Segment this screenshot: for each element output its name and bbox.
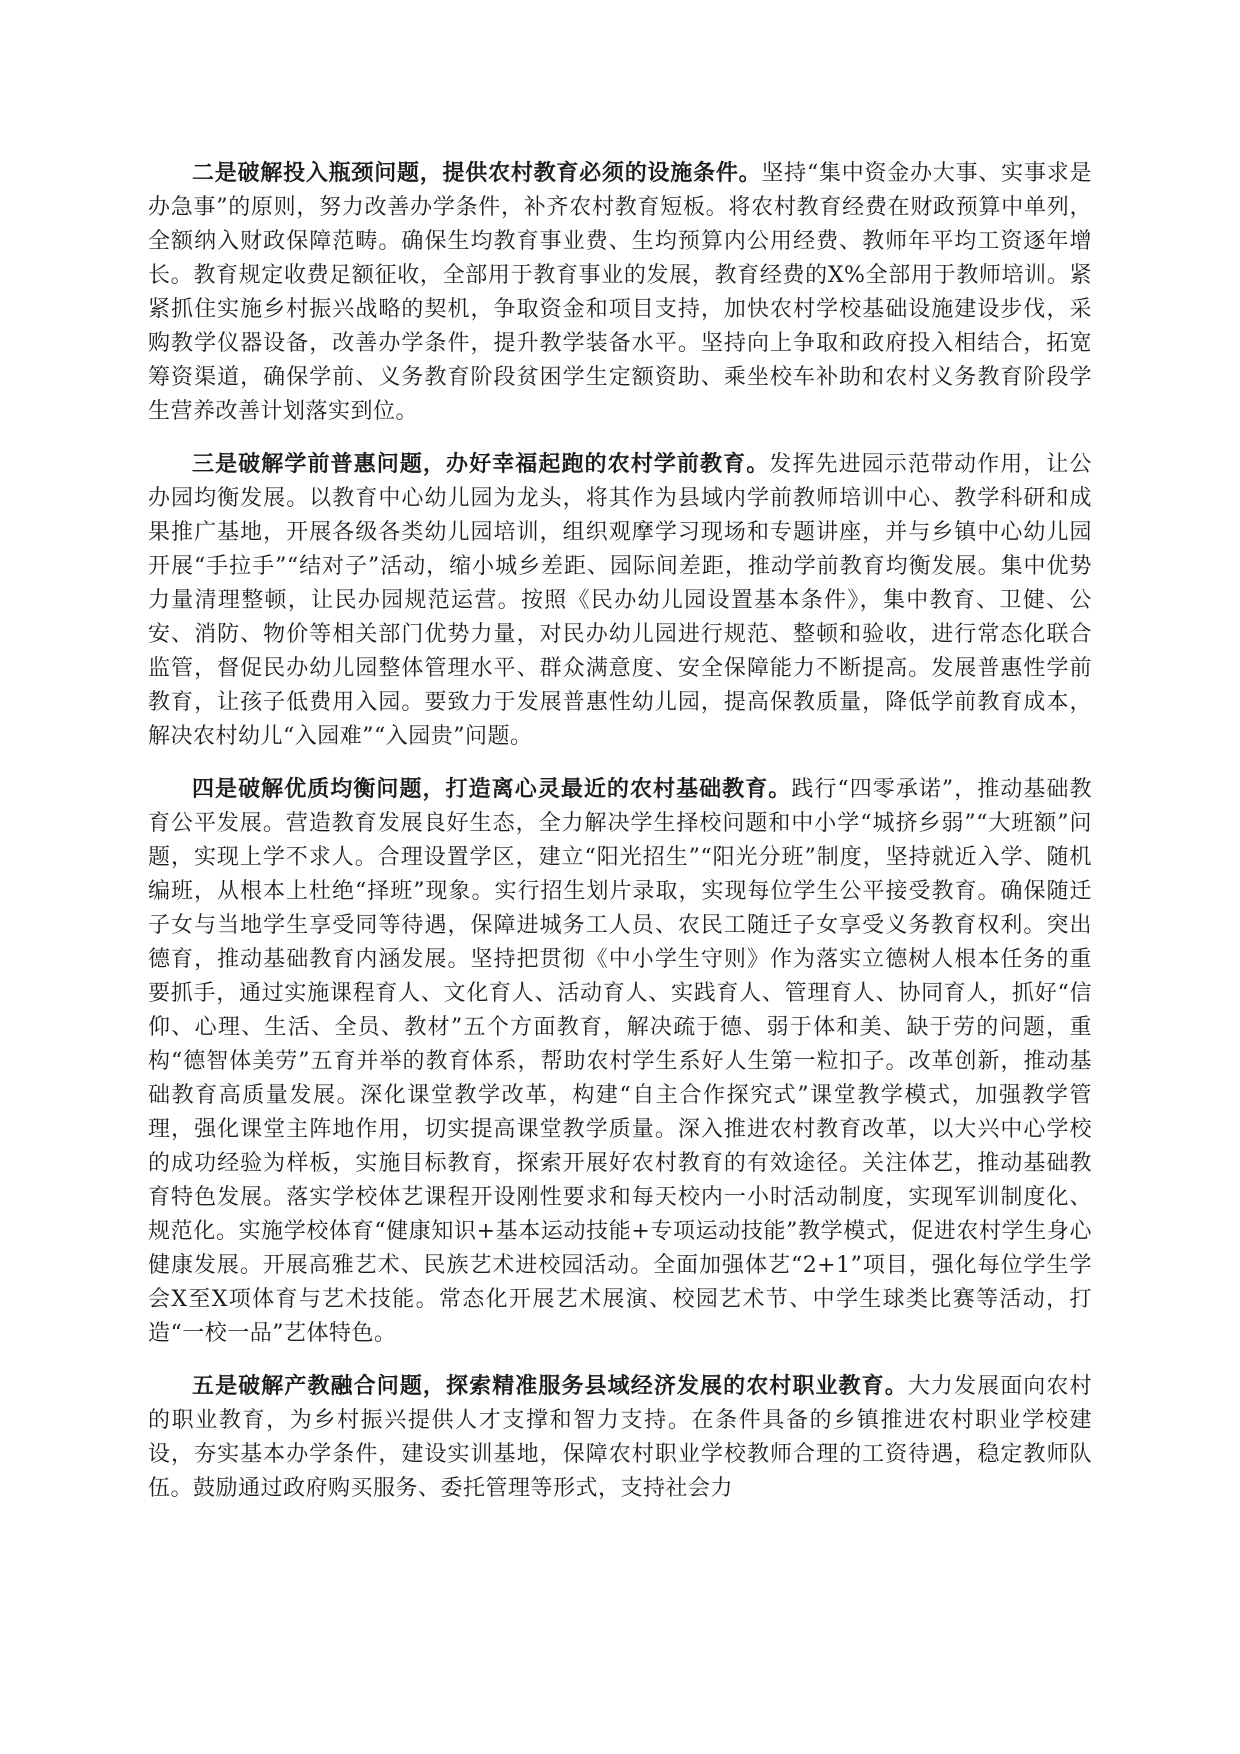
document-body: [148, 156, 1092, 1524]
paragraph-text: 践行“四零承诺”，推动基础教育公平发展。营造教育发展良好生态，全力解决学生择校问题和中小学“城挤乡弱”“大班额”问题，实现上学不求人。合理设置学区，建立“阳光招生”“阳光分班”制度，坚持就近入学、随机编班，从根本上杜绝“择班”现象。实行招生划片录取，实现每位学生公平接受教育。确保随迁子女与当地学生享受同等待遇，保障进城务工人员、农民工随迁子女享受义务教育权利。突出德育，推动基础教育内涵发展。坚持把贯彻《中小学生守则》作为落实立德树人根本任务的重要抓手，通过实施课程育人、文化育人、活动育人、实践育人、管理育人、协同育人，抓好“信仰、心理、生活、全员、教材”五个方面教育，解决疏于德、弱于体和美、缺于劳的问题，重构“德智体美劳”五育并举的教育体系，帮助农村学生系好人生第一粒扣子。改革创新，推动基础教育高质量发展。深化课堂教学改革，构建“自主合作探究式”课堂教学模式，加强教学管理，强化课堂主阵地作用，切实提高课堂教学质量。深入推进农村教育改革，以大兴中心学校的成功经验为样板，实施目标教育，探索开展好农村教育的有效途径。关注体艺，推动基础教育特色发展。落实学校体艺课程开设刚性要求和每天校内一小时活动制度，实现军训制度化、规范化。实施学校体育“健康知识+基本运动技能+专项运动技能”教学模式，促进农村学生身心健康发展。开展高雅艺术、民族艺术进校园活动。全面加强体艺“2+1”项目，强化每位学生学会X至X项体育与艺术技能。常态化开展艺术展演、校园艺术节、中学生球类比赛等活动，打造“一校一品”艺体特色。: [148, 777, 1092, 1346]
paragraph-text: 坚持“集中资金办大事、实事求是办急事”的原则，努力改善办学条件，补齐农村教育短板。将农村教育经费在财政预算中单列，全额纳入财政保障范畴。确保生均教育事业费、生均预算内公用经费、教师年平均工资逐年增长。教育规定收费足额征收，全部用于教育事业的发展，教育经费的X%全部用于教师培训。紧紧抓住实施乡村振兴战略的契机，争取资金和项目支持，加快农村学校基础设施建设步伐，采购教学仪器设备，改善办学条件，提升教学装备水平。坚持向上争取和政府投入相结合，拓宽筹资渠道，确保学前、义务教育阶段贫困学生定额资助、乘坐校车补助和农村义务教育阶段学生营养改善计划落实到位。: [148, 161, 1092, 424]
paragraph-heading: 三是破解学前普惠问题，办好幸福起跑的农村学前教育。: [192, 451, 770, 477]
paragraph-3-preschool: [148, 447, 1092, 754]
paragraph-heading: 二是破解投入瓶颈问题，提供农村教育必须的设施条件。: [192, 160, 762, 186]
paragraph-heading: 四是破解优质均衡问题，打造离心灵最近的农村基础教育。: [192, 776, 792, 802]
paragraph-text: 发挥先进园示范带动作用，让公办园均衡发展。以教育中心幼儿园为龙头，将其作为县域内学前教师培训中心、教学科研和成果推广基地，开展各级各类幼儿园培训，组织观摩学习现场和专题讲座，并与乡镇中心幼儿园开展“手拉手”“结对子”活动，缩小城乡差距、园际间差距，推动学前教育均衡发展。集中优势力量清理整顿，让民办园规范运营。按照《民办幼儿园设置基本条件》，集中教育、卫健、公安、消防、物价等相关部门优势力量，对民办幼儿园进行规范、整顿和验收，进行常态化联合监管，督促民办幼儿园整体管理水平、群众满意度、安全保障能力不断提高。发展普惠性学前教育，让孩子低费用入园。要致力于发展普惠性幼儿园，提高保教质量，降低学前教育成本，解决农村幼儿“入园难”“入园贵”问题。: [148, 452, 1092, 749]
paragraph-2-investment: [148, 156, 1092, 429]
paragraph-heading: 五是破解产教融合问题，探索精准服务县域经济发展的农村职业教育。: [192, 1373, 908, 1399]
paragraph-text: 大力发展面向农村的职业教育，为乡村振兴提供人才支撑和智力支持。在条件具备的乡镇推进农村职业学校建设，夯实基本办学条件，建设实训基地，保障农村职业学校教师合理的工资待遇，稳定教师队伍。鼓励通过政府购买服务、委托管理等形式，支持社会力: [148, 1374, 1092, 1501]
paragraph-4-basic-education: [148, 772, 1092, 1351]
paragraph-5-vocational: [148, 1369, 1092, 1506]
